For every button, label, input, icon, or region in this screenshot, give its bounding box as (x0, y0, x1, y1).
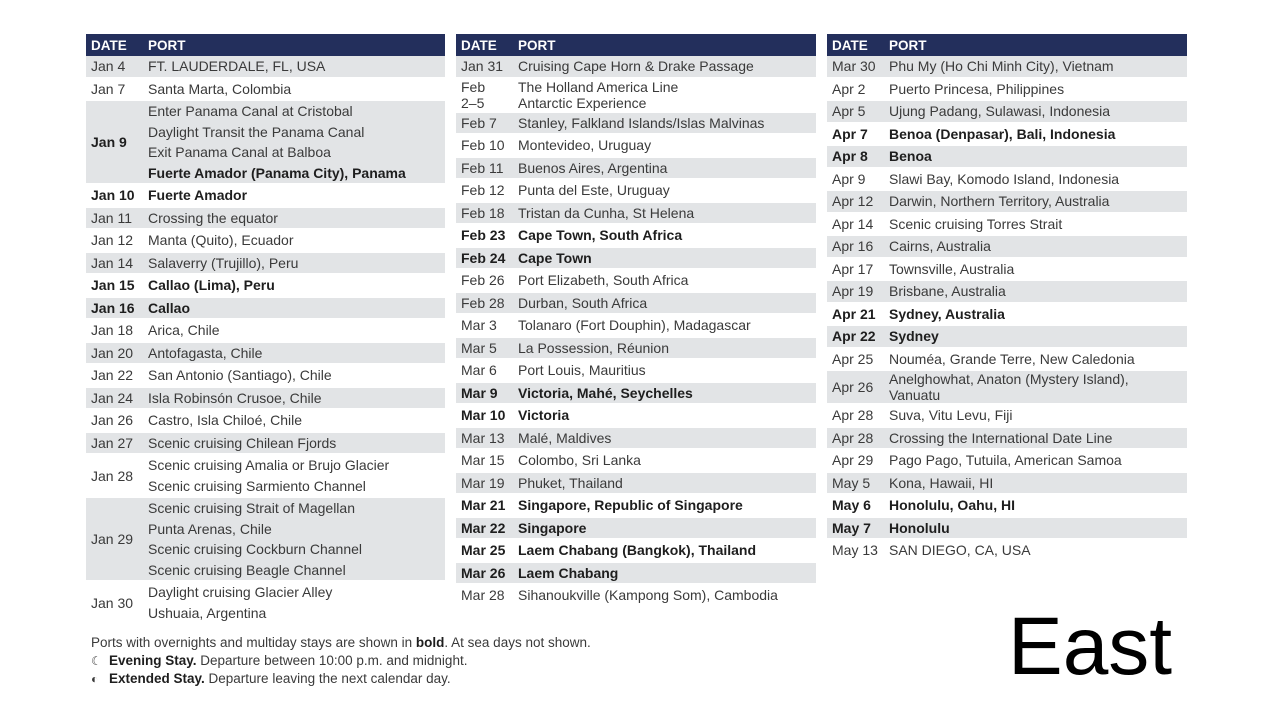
date-cell: Feb 18 (461, 204, 505, 221)
port-cell (889, 259, 1187, 280)
port-line: Fuerte Amador (Panama City), Panama (148, 164, 406, 181)
port-cell (148, 185, 445, 206)
port-cell (148, 208, 445, 229)
port-cell (148, 79, 445, 100)
table-header (827, 34, 1187, 56)
port-line: Santa Marta, Colombia (148, 80, 292, 97)
date-cell: Jan 12 (91, 232, 134, 249)
date-cell: Apr 7 (832, 125, 868, 142)
port-line: Scenic cruising Sarmiento Channel (148, 477, 366, 494)
date-cell: Jan 29 (91, 531, 134, 547)
table-row (827, 101, 1187, 124)
table-row (456, 338, 816, 361)
port-cell (889, 101, 1187, 122)
table-row (827, 428, 1187, 451)
table-row (86, 388, 445, 411)
date-cell: Apr 5 (832, 103, 866, 120)
port-line: Pago Pago, Tutuila, American Samoa (889, 452, 1122, 468)
table-row (86, 208, 445, 231)
port-line: Singapore (518, 519, 587, 536)
port-cell (889, 405, 1187, 426)
date-cell: Apr 8 (832, 148, 868, 165)
date-cell: Jan 22 (91, 367, 134, 384)
port-cell (148, 343, 445, 364)
date-cell: Jan 18 (91, 322, 134, 339)
date-cell: Jan 14 (91, 254, 134, 271)
port-cell (148, 582, 445, 623)
port-line: Daylight Transit the Panama Canal (148, 123, 365, 140)
date-cell: Feb 23 (461, 227, 506, 244)
port-line: Anelghowhat, Anaton (Mystery Island), (889, 371, 1129, 387)
table-row (86, 343, 445, 366)
port-cell (518, 158, 816, 179)
evening-stay-label: Evening Stay. (109, 653, 197, 668)
port-cell (518, 405, 816, 426)
date-cell: Apr 19 (832, 283, 874, 300)
table-row (456, 203, 816, 226)
table-row (456, 135, 816, 158)
port-line: Cape Town (518, 249, 592, 266)
table-row (86, 185, 445, 208)
table-row (86, 582, 445, 625)
table-row (86, 253, 445, 276)
table-row (827, 326, 1187, 349)
date-cell: Mar 6 (461, 362, 497, 379)
port-cell (518, 563, 816, 584)
table-row (86, 56, 445, 79)
port-line: Callao (148, 299, 191, 316)
port-line: Slawi Bay, Komodo Island, Indonesia (889, 170, 1120, 187)
date-cell: Jan 9 (91, 134, 127, 150)
date-cell: Mar 28 (461, 587, 505, 604)
port-header: PORT (518, 37, 556, 53)
port-cell (518, 113, 816, 134)
date-cell: Jan 27 (91, 434, 134, 451)
port-cell (148, 498, 445, 580)
port-line: Scenic cruising Torres Strait (889, 215, 1063, 232)
port-line: Port Louis, Mauritius (518, 362, 646, 378)
port-cell (889, 191, 1187, 212)
itinerary-rows (827, 56, 1187, 563)
port-cell (889, 349, 1187, 370)
port-cell (889, 281, 1187, 302)
date-cell: May 5 (832, 474, 871, 491)
date-cell: Apr 28 (832, 407, 874, 424)
port-cell (518, 540, 816, 561)
port-line: Montevideo, Uruguay (518, 137, 652, 153)
port-line: Port Elizabeth, South Africa (518, 272, 689, 288)
port-line: Castro, Isla Chiloé, Chile (148, 412, 303, 428)
date-cell: Jan 7 (91, 80, 126, 97)
table-row (456, 225, 816, 248)
table-row (456, 270, 816, 293)
port-line: San Antonio (Santiago), Chile (148, 367, 332, 383)
date-cell: Mar 30 (832, 58, 876, 75)
port-line: Enter Panama Canal at Cristobal (148, 103, 353, 119)
port-cell (518, 315, 816, 336)
table-row (827, 473, 1187, 496)
table-row (456, 518, 816, 541)
port-line: Ushuaia, Argentina (148, 604, 267, 621)
port-cell (148, 56, 445, 77)
port-cell (148, 298, 445, 319)
table-row (456, 293, 816, 316)
date-cell: Apr 12 (832, 193, 874, 210)
date-cell: Mar 21 (461, 497, 506, 514)
port-cell (518, 518, 816, 539)
date-cell: Mar 9 (461, 384, 498, 401)
table-row (827, 124, 1187, 147)
port-cell (889, 428, 1187, 449)
port-cell (148, 253, 445, 274)
port-cell (518, 56, 816, 77)
table-row (456, 79, 816, 113)
port-line: Honolulu (889, 519, 950, 536)
port-line: Phuket, Thailand (518, 474, 623, 491)
table-row (827, 214, 1187, 237)
port-cell (518, 383, 816, 404)
table-row (827, 236, 1187, 259)
extended-stay-label: Extended Stay. (109, 671, 205, 686)
port-cell (889, 326, 1187, 347)
table-row (827, 259, 1187, 282)
date-cell: Feb 10 (461, 137, 505, 154)
date-cell: Feb 2–5 (461, 78, 486, 111)
date-cell: Apr 28 (832, 429, 874, 446)
table-row (456, 113, 816, 136)
port-cell (518, 293, 816, 314)
table-row (827, 79, 1187, 102)
table-row (827, 518, 1187, 541)
port-line: Buenos Aires, Argentina (518, 159, 668, 176)
date-cell: Apr 25 (832, 350, 874, 367)
port-cell (518, 180, 816, 201)
table-row (456, 563, 816, 586)
legend-text: Ports with overnights and multiday stays are shown in (91, 635, 416, 650)
legend-extended-stay (91, 670, 591, 688)
port-line: Durban, South Africa (518, 294, 648, 311)
port-line: Phu My (Ho Chi Minh City), Vietnam (889, 58, 1114, 74)
port-line: Sydney, Australia (889, 305, 1005, 322)
port-cell (148, 410, 445, 431)
date-cell: May 13 (832, 542, 878, 559)
port-cell (518, 248, 816, 269)
table-row (827, 349, 1187, 372)
date-cell: Feb 12 (461, 182, 505, 199)
port-cell (148, 320, 445, 341)
moon-icon: ☾ (91, 654, 102, 668)
port-line: Honolulu, Oahu, HI (889, 497, 1015, 513)
port-cell (518, 203, 816, 224)
date-cell: Feb 7 (461, 114, 497, 131)
port-cell (889, 450, 1187, 471)
date-cell: Jan 24 (91, 389, 134, 406)
table-row (86, 365, 445, 388)
table-row (456, 585, 816, 608)
port-line: Laem Chabang (518, 564, 619, 581)
legend-evening-stay (91, 652, 591, 670)
date-cell: Apr 29 (832, 452, 874, 469)
port-line: Singapore, Republic of Singapore (518, 497, 743, 513)
port-cell (889, 304, 1187, 325)
port-cell (518, 338, 816, 359)
port-cell (889, 124, 1187, 145)
date-cell: Jan 20 (91, 344, 134, 361)
table-row (827, 450, 1187, 473)
port-header: PORT (148, 37, 186, 53)
port-header: PORT (889, 37, 927, 53)
port-cell (518, 270, 816, 291)
port-line: Isla Robinsón Crusoe, Chile (148, 389, 322, 406)
port-cell (889, 214, 1187, 235)
itinerary-column-2 (456, 34, 816, 608)
date-cell: Mar 10 (461, 407, 506, 424)
port-line: Scenic cruising Chilean Fjords (148, 434, 337, 451)
date-cell: Jan 16 (91, 299, 135, 316)
date-cell: Mar 3 (461, 317, 497, 334)
date-cell: Apr 9 (832, 170, 866, 187)
port-line: Antarctic Experience (518, 94, 647, 111)
port-line: Scenic cruising Strait of Magellan (148, 500, 355, 516)
port-cell (518, 225, 816, 246)
table-row (456, 473, 816, 496)
port-line: Benoa (Denpasar), Bali, Indonesia (889, 125, 1116, 142)
table-row (86, 230, 445, 253)
port-cell (518, 585, 816, 606)
port-cell (148, 365, 445, 386)
date-cell: Mar 22 (461, 519, 506, 536)
date-cell: Mar 26 (461, 564, 506, 581)
port-line: Victoria (518, 407, 570, 423)
table-row (827, 495, 1187, 518)
port-line: Exit Panama Canal at Balboa (148, 144, 331, 160)
port-line: Daylight cruising Glacier Alley (148, 584, 333, 600)
table-row (456, 360, 816, 383)
date-cell: Apr 26 (832, 379, 874, 395)
date-cell: Mar 25 (461, 542, 506, 559)
port-line: Scenic cruising Cockburn Channel (148, 541, 362, 557)
evening-stay-text: Departure between 10:00 p.m. and midnight. (196, 653, 468, 668)
table-row (827, 169, 1187, 192)
table-row (827, 281, 1187, 304)
table-row (456, 428, 816, 451)
port-line: Scenic cruising Amalia or Brujo Glacier (148, 457, 390, 473)
port-line: Crossing the International Date Line (889, 429, 1113, 446)
port-cell (148, 230, 445, 251)
port-cell (518, 450, 816, 471)
port-line: Manta (Quito), Ecuador (148, 232, 294, 248)
table-row (456, 158, 816, 181)
legend (91, 634, 591, 688)
table-row (827, 56, 1187, 79)
date-header: DATE (461, 37, 497, 53)
date-cell: Mar 15 (461, 452, 505, 469)
port-line: Malé, Maldives (518, 429, 612, 446)
date-cell: Jan 26 (91, 412, 134, 429)
port-line: Ujung Padang, Sulawasi, Indonesia (889, 103, 1111, 119)
port-cell (889, 56, 1187, 77)
table-row (456, 56, 816, 79)
port-line: Antofagasta, Chile (148, 344, 263, 361)
table-row (86, 320, 445, 343)
port-line: Cruising Cape Horn & Drake Passage (518, 58, 754, 74)
port-line: Cairns, Australia (889, 238, 991, 254)
date-header: DATE (832, 37, 868, 53)
date-cell: Jan 11 (91, 209, 132, 226)
table-row (456, 495, 816, 518)
port-line: Sydney (889, 328, 939, 344)
port-cell (518, 428, 816, 449)
port-cell (889, 495, 1187, 516)
legend-bold-word: bold (415, 635, 445, 650)
itinerary-rows (456, 56, 816, 608)
port-cell (148, 433, 445, 454)
date-cell: Apr 16 (832, 238, 874, 255)
port-cell (148, 275, 445, 296)
port-cell (518, 360, 816, 381)
port-cell (518, 473, 816, 494)
port-line: Darwin, Northern Territory, Australia (889, 193, 1110, 209)
table-row (86, 275, 445, 298)
port-cell (889, 518, 1187, 539)
date-cell: Jan 10 (91, 187, 135, 204)
port-line: Salaverry (Trujillo), Peru (148, 254, 299, 271)
table-row (456, 315, 816, 338)
table-row (456, 383, 816, 406)
port-line: Cape Town, South Africa (518, 227, 683, 243)
table-row (827, 371, 1187, 405)
table-row (86, 79, 445, 102)
port-cell (889, 146, 1187, 167)
date-cell: Mar 5 (461, 339, 497, 356)
port-cell (518, 79, 816, 111)
date-cell: Jan 15 (91, 277, 135, 294)
date-cell: Feb 26 (461, 272, 505, 289)
port-line: Arica, Chile (148, 322, 220, 338)
table-row (86, 298, 445, 321)
date-cell: Apr 17 (832, 260, 874, 277)
date-cell: Mar 13 (461, 429, 505, 446)
date-cell: Jan 31 (461, 58, 504, 75)
port-line: Tolanaro (Fort Douphin), Madagascar (518, 317, 751, 333)
date-cell: Feb 11 (461, 159, 504, 176)
port-line: Callao (Lima), Peru (148, 277, 275, 293)
port-cell (889, 540, 1187, 561)
table-row (86, 498, 445, 582)
port-line: Benoa (889, 148, 932, 164)
port-line: Fuerte Amador (148, 187, 248, 203)
port-cell (148, 455, 445, 496)
port-cell (148, 388, 445, 409)
date-header: DATE (91, 37, 127, 53)
table-row (827, 146, 1187, 169)
port-line: Victoria, Mahé, Seychelles (518, 384, 693, 401)
port-line: Suva, Vitu Levu, Fiji (889, 407, 1013, 423)
date-cell: Apr 21 (832, 305, 876, 322)
port-line: Punta Arenas, Chile (148, 520, 272, 537)
port-cell (518, 495, 816, 516)
port-cell (889, 79, 1187, 100)
date-cell: Mar 19 (461, 474, 505, 491)
itinerary-column-3 (827, 34, 1187, 563)
port-line: Townsville, Australia (889, 260, 1015, 277)
port-line: Crossing the equator (148, 209, 278, 226)
port-line: Punta del Este, Uruguay (518, 182, 670, 198)
date-cell: Apr 2 (832, 80, 866, 97)
port-line: Kona, Hawaii, HI (889, 474, 994, 491)
itinerary-column-1 (86, 34, 445, 625)
table-row (827, 191, 1187, 214)
date-cell: May 7 (832, 519, 871, 536)
table-header (86, 34, 445, 56)
port-line: Puerto Princesa, Philippines (889, 80, 1065, 97)
port-line: Stanley, Falkland Islands/Islas Malvinas (518, 114, 765, 131)
table-row (456, 540, 816, 563)
port-line: SAN DIEGO, CA, USA (889, 542, 1031, 558)
table-row (827, 405, 1187, 428)
table-row (827, 540, 1187, 563)
port-line: Sihanoukville (Kampong Som), Cambodia (518, 587, 778, 603)
port-line: The Holland America Line (518, 78, 679, 95)
legend-text: . At sea days not shown. (444, 635, 591, 650)
table-row (86, 410, 445, 433)
half-sun-icon: ◐ (91, 672, 99, 686)
port-cell (518, 135, 816, 156)
table-row (456, 405, 816, 428)
port-cell (889, 473, 1187, 494)
port-line: Scenic cruising Beagle Channel (148, 561, 346, 578)
port-cell (148, 101, 445, 183)
port-cell (889, 371, 1187, 403)
slide-title: East (1008, 601, 1173, 692)
date-cell: Feb 24 (461, 249, 506, 266)
legend-bold-note (91, 634, 591, 652)
table-row (456, 180, 816, 203)
itinerary-rows (86, 56, 445, 625)
port-line: FT. LAUDERDALE, FL, USA (148, 58, 326, 74)
port-line: Brisbane, Australia (889, 283, 1006, 299)
table-row (456, 248, 816, 271)
port-line: Nouméa, Grande Terre, New Caledonia (889, 350, 1135, 367)
date-cell: May 6 (832, 497, 871, 514)
table-row (86, 455, 445, 498)
date-cell: Feb 28 (461, 294, 505, 311)
table-row (86, 433, 445, 456)
port-line: Tristan da Cunha, St Helena (518, 204, 695, 221)
port-line: Colombo, Sri Lanka (518, 452, 641, 468)
port-line: La Possession, Réunion (518, 339, 669, 356)
date-cell: Apr 14 (832, 215, 874, 232)
port-line: Laem Chabang (Bangkok), Thailand (518, 542, 757, 558)
table-row (86, 101, 445, 185)
date-cell: Jan 30 (91, 594, 134, 611)
table-row (456, 450, 816, 473)
table-row (827, 304, 1187, 327)
port-cell (889, 169, 1187, 190)
date-cell: Jan 4 (91, 58, 126, 75)
date-cell: Jan 28 (91, 467, 134, 484)
port-cell (889, 236, 1187, 257)
extended-stay-text: Departure leaving the next calendar day. (204, 671, 451, 686)
date-cell: Apr 22 (832, 328, 876, 345)
port-line: Vanuatu (889, 387, 941, 403)
table-header (456, 34, 816, 56)
